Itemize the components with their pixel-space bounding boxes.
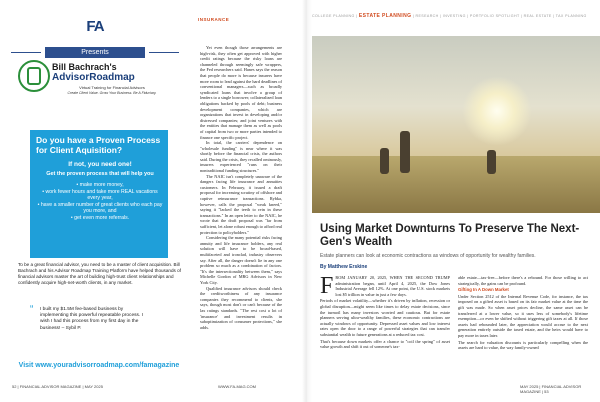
section-nav xyxy=(312,13,598,19)
ad-bullet-list xyxy=(36,182,164,222)
paragraph: Considering the many potential risks facing annuity and life insurance holders, any real solution will have to be broad-based, multifaceted and ironclad, industry observers say. After all, the danger doesn't lie in any one problem so much as a combination of factors. "It's the intersectionality between them," says Michelle Gordon of MRG Advisors in New York City. xyxy=(200,235,282,285)
paragraph: Qualified insurance advisors should check the creditworthiness of any insurance companies they recommend to clients, she says, though most don't or can't because of the lax ratings standards. "The rest cost a lot of 'insurance' and investment results in suboptimization of consumer protections," she adds. xyxy=(200,285,282,330)
section-label: INSURANCE xyxy=(198,17,230,22)
paragraph xyxy=(320,275,450,297)
paragraph: Periods of market volatility—whether it's driven by inflation, recession or global disruption—might seem like times to delay estate decisions, since the turmoil has many investors worried and cautious. But for estate planners serving ultra-wealthy families, these economic contractions are actually windows of opportunity. Depressed asset values and low interest rates open the door to a range of powerful strategies that can transfer substantial wealth to future generations at a reduced tax cost. xyxy=(320,298,450,337)
page-gutter xyxy=(302,0,312,402)
article-column-1 xyxy=(320,275,450,351)
continued-article-column xyxy=(200,45,282,330)
adult-figure xyxy=(400,131,410,173)
ad-need: If not, you need one! xyxy=(68,161,132,168)
nav-after: | RESEARCH | INVESTING | PORTFOLIO SPOTLIGHT | REAL ESTATE | TAX PLANNING xyxy=(411,14,587,18)
article-deck: Estate planners can look at economic contractions as windows of opportunity for wealthy families. xyxy=(320,253,536,259)
article-byline: By Matthew Erskine xyxy=(320,264,368,270)
child-figure xyxy=(380,148,389,174)
nav-before: COLLEGE PLANNING | xyxy=(312,14,359,18)
brand-name: Bill Bachrach's xyxy=(52,62,117,72)
brand-slogan: Create Client Value. Grow Your Business. Be A Fiduciary. xyxy=(67,91,157,95)
brand-title: AdvisorRoadmap xyxy=(52,72,135,83)
ad-headline: Do you have a Proven Process for Client Aquisition? xyxy=(36,135,161,155)
article-column-2 xyxy=(458,275,588,352)
presents-label: Presents xyxy=(45,47,145,58)
sun xyxy=(462,76,532,146)
nav-active-section: ESTATE PLANNING xyxy=(358,13,412,19)
article-title: Using Market Downturns To Preserve The Next-Gen's Wealth xyxy=(320,223,580,248)
paragraph: Under Section 2512 of the Internal Revenue Code, for instance, the tax imposed on a gifted asset is based on its fair market value at the time the gift was made. So when asset prices decline, the same asset can be transferred at a lower value, so it uses less of somebody's lifetime exemption—or even be shifted without triggering gift taxes at all. If those assets had rebounded later, the appreciation would accrue to the next generation entirely outside the taxed estate, and the heirs would have to pay more in taxes later. xyxy=(458,293,588,338)
ad-callout-box xyxy=(30,130,168,258)
field xyxy=(312,156,600,213)
fa-logo: FA xyxy=(86,18,104,35)
right-page-footer: MAY 2025 | FINANCIAL ADVISOR MAGAZINE | 53 xyxy=(520,384,582,394)
ad-visit-link[interactable]: Visit www.youradvisorroadmap.com/famagazine xyxy=(18,362,180,369)
ad-bullet: • make more money, xyxy=(36,182,164,189)
ad-testimonial: I built my $1.5M fee-based business by implementing this powerful repeatable process. I wish I had this process from my first day in the business! – Sybil P. xyxy=(40,307,143,331)
ad-bullet: • work fewer hours and take more REAL vacations every year, xyxy=(36,189,164,202)
roadmap-badge-icon xyxy=(18,60,50,92)
quote-icon: “ xyxy=(30,304,34,315)
paragraph-text: ROM JANUARY 20, 2025, WHEN THE SECOND TRUMP administration began, until April 4, 2025, the Dow Jones Industrial Average fell 12%. At one point, the U.S. stock markets lost $5 trillion in value in just a few days. xyxy=(335,275,450,297)
ad-get: Get the proven process that will help you xyxy=(46,171,154,177)
paragraph: able estate—tax-free—before there's a rebound. For those willing to act strategically, the gains can be profound. xyxy=(458,275,588,286)
ad-bullet: • get even more referrals. xyxy=(36,215,164,222)
paragraph: The search for valuation discounts is particularly compelling when the assets are hard to value, the way family-owned xyxy=(458,339,588,351)
child-figure xyxy=(487,150,496,174)
paragraph: In total, the carriers' dependence on "wholesale funding" is near where it was shortly before the financial crisis, the authors said. During the crisis, they recalled ominously, insurers experienced "runs on their nontraditional funding structures." xyxy=(200,140,282,174)
drop-cap: F xyxy=(320,273,334,299)
paragraph: That's because down markets offer a chance to "coil the spring" of asset value growth and shift it out of someone's tax- xyxy=(320,338,450,350)
middle-footer: WWW.FA-MAG.COM xyxy=(218,384,256,389)
paragraph: The NAIC isn't completely unaware of the dangers facing life insurance and annuities customers. In February, it issued a draft proposal for increasing scrutiny of offshore and captive reinsurance transactions. Rybka, however, calls the proposal "weak kneed," saying it "lacked the teeth to rein in these transactions." In an open letter to the NAIC, he wrote that the draft proposal was "far from sufficient, let alone robust enough to afford real protection to policyholders." xyxy=(200,173,282,235)
brand-tagline: Virtual Training for Financial Advisors xyxy=(79,85,145,90)
ad-bullet: • have a smaller number of great clients who each pay you more, and xyxy=(36,202,164,215)
family-sunset-photo xyxy=(312,36,600,213)
left-page-footer: 52 | FINANCIAL ADVISOR MAGAZINE | MAY 2025 xyxy=(12,384,103,389)
ad-body-text: To be a great financial advisor, you need to be a master of client acquisition. Bill Bachrach and his Advisor Roadmap Training Platform have helped thousands of financial advisors master the art of building high-trust client relationships and confidently acquire high-net-worth clients, in any market. xyxy=(18,262,181,285)
ad-header xyxy=(0,0,190,130)
advertisement-page xyxy=(0,0,190,402)
paragraph: Yet even though those arrangements are high-risk, they often get approved with higher credit ratings because the risky loans are channeled through seemingly safe wrappers, the Fed researchers said. Hanes says the reason that people do more is because insurers have more room to lead against the hard deadlines of conventional managers—such as broadly syndicated loans that involve a group of lenders to a single borrower; collateralized loan obligations backed by pools of debt; business development companies, which are organizations that invest in developing and/or distressed companies; and joint ventures with the entities that manage them as well as pools of capital from two or more parties intended to finance one specific project. xyxy=(200,45,282,140)
subhead: Gifting In A Down Market xyxy=(458,287,509,293)
